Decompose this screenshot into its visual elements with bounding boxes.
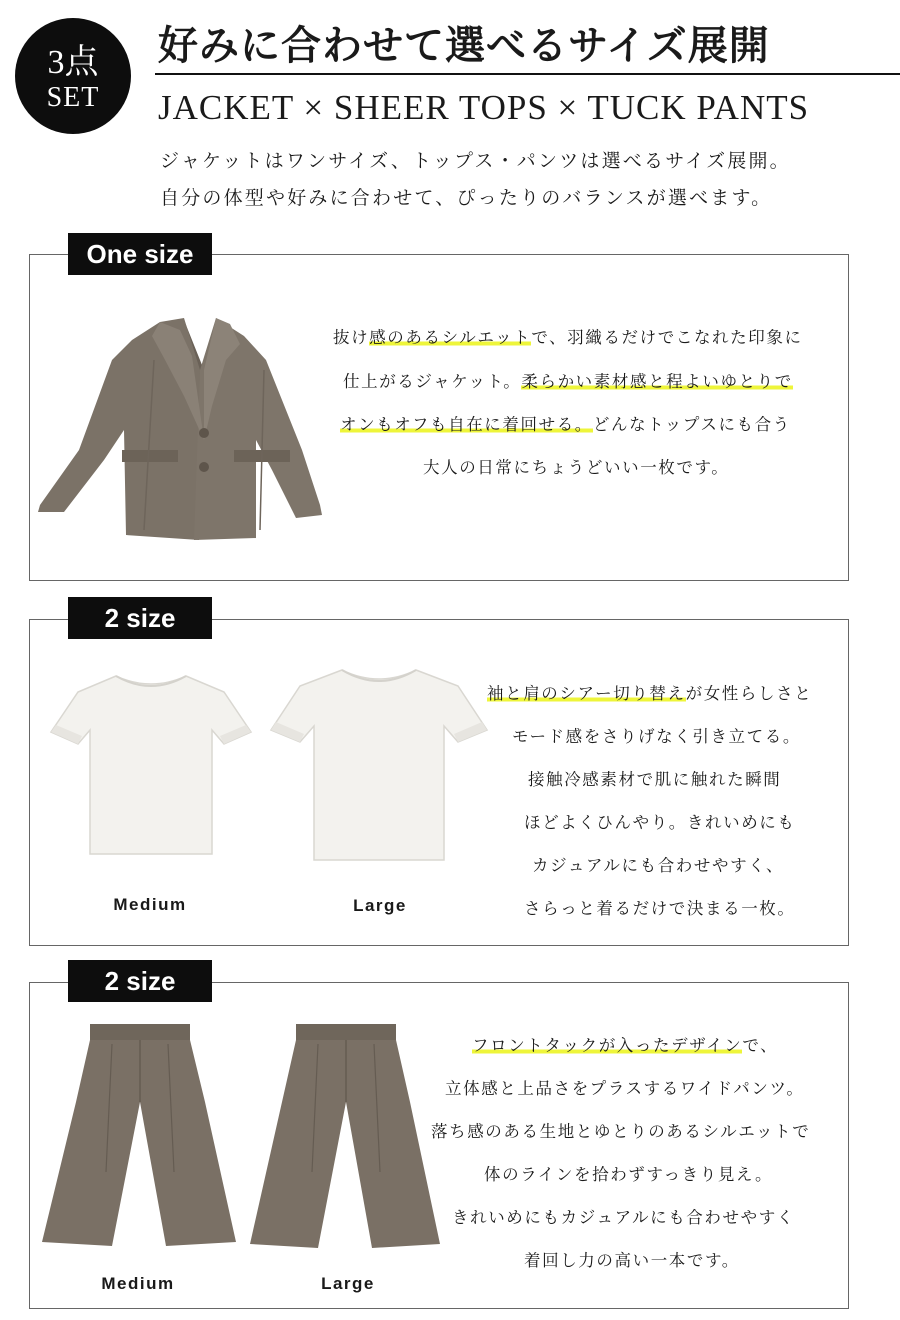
pants-line-5: きれいめにもカジュアルにも合わせやすく — [452, 1208, 795, 1227]
tops-line-1c: が女性らしさと — [685, 684, 813, 703]
set-badge — [15, 18, 131, 134]
badge-set: SET — [46, 82, 100, 113]
title-rule — [155, 73, 900, 75]
tops-line-1-highlight: 袖と肩のシアー切り替え — [487, 684, 686, 703]
page-subtitle: JACKET × SHEER TOPS × TUCK PANTS — [158, 88, 810, 127]
jacket-image — [34, 300, 324, 545]
pants-size-label: 2 size — [68, 960, 212, 1002]
pants-medium-image — [40, 1022, 240, 1250]
pants-large-caption: Large — [321, 1274, 375, 1293]
page-title: 好みに合わせて選べるサイズ展開 — [158, 23, 770, 69]
pants-large-image — [248, 1022, 444, 1252]
pants-medium-caption: Medium — [101, 1274, 175, 1293]
jacket-line-2 — [343, 368, 793, 392]
intro-line-2: 自分の体型や好みに合わせて、ぴったりのバランスが選べます。 — [160, 187, 773, 209]
pants-line-2: 立体感と上品さをプラスするワイドパンツ。 — [445, 1079, 805, 1098]
pants-line-3: 落ち感のある生地とゆとりのあるシルエットで — [431, 1122, 811, 1141]
jacket-line-3-highlight: オンもオフも自在に着回せる。 — [340, 415, 593, 434]
pants-line-6: 着回し力の高い一本です。 — [524, 1251, 740, 1270]
tops-line-3: 接触冷感素材で肌に触れた瞬間 — [528, 770, 782, 789]
jacket-line-2a: 仕上がるジャケット。 — [343, 372, 522, 391]
tops-line-1 — [487, 680, 812, 704]
tee-large-image — [266, 664, 492, 864]
pants-line-1 — [472, 1032, 778, 1056]
jacket-line-1a: 抜け — [333, 328, 370, 347]
tops-line-4: ほどよくひんやり。きれいめにも — [524, 813, 796, 832]
intro-line-1: ジャケットはワンサイズ、トップス・パンツは選べるサイズ展開。 — [160, 150, 791, 172]
tee-medium-image — [46, 670, 256, 860]
tops-line-2a: モード感をさりげなく — [512, 727, 693, 746]
jacket-line-2-highlight: 柔らかい素材感と程よいゆとりで — [521, 372, 793, 391]
jacket-line-1c: で、羽織るだけでこなれた印象に — [531, 328, 803, 347]
tee-medium-caption: Medium — [113, 895, 187, 914]
jacket-line-3c: どんなトップスにも合う — [592, 415, 791, 434]
tops-size-label: 2 size — [68, 597, 212, 639]
pants-line-4: 体のラインを拾わずすっきり見え。 — [484, 1165, 774, 1184]
tops-line-5: カジュアルにも合わせやすく、 — [532, 856, 785, 875]
tops-line-2 — [512, 723, 801, 747]
jacket-line-4: 大人の日常にちょうどいい一枚です。 — [423, 458, 730, 477]
jacket-line-1-highlight: 感のあるシルエット — [369, 328, 532, 347]
jacket-line-3 — [340, 411, 791, 435]
jacket-size-label: One size — [68, 233, 212, 275]
pants-line-1-highlight: フロントタックが入ったデザイン — [472, 1036, 743, 1055]
tee-large-caption: Large — [353, 896, 407, 915]
tops-line-6: さらっと着るだけで決まる一枚。 — [524, 899, 796, 918]
jacket-line-1 — [333, 324, 803, 348]
pants-line-1c: で、 — [742, 1036, 779, 1055]
tops-line-2c: 引き立てる。 — [692, 727, 801, 746]
badge-count: 3点 — [47, 44, 99, 81]
